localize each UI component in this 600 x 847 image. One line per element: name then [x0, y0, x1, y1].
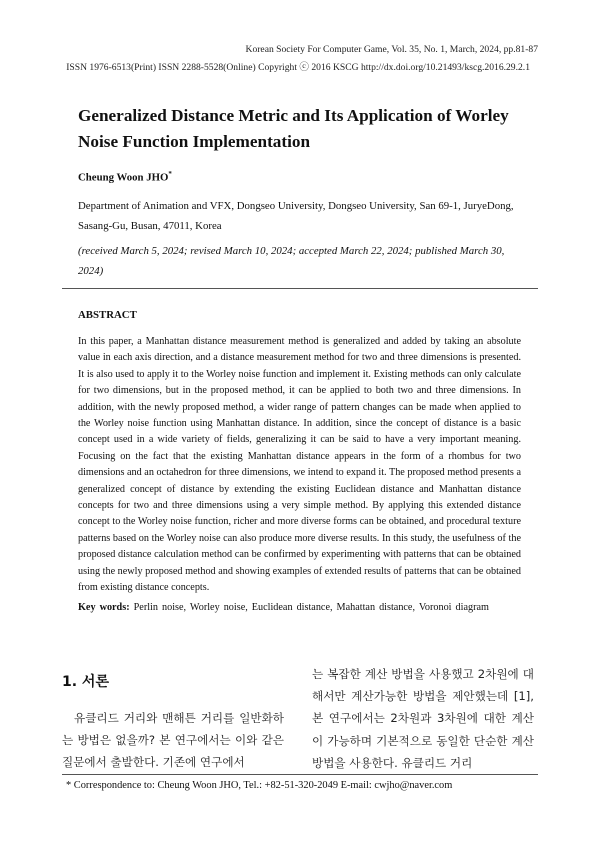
author-line	[78, 170, 172, 184]
publication-dates: (received March 5, 2024; revised March 10, 2024; accepted March 22, 2024; published March 30, 2024)	[78, 245, 505, 277]
issn-copyright-line: ISSN 1976-6513(Print) ISSN 2288-5528(Online) Copyright ⓒ 2016 KSCG http://dx.doi.org/10.21493/kscg.2016.29.2.1	[66, 62, 530, 73]
section-heading: 1. 서론	[62, 674, 109, 690]
abstract-text: In this paper, a Manhattan distance measurement method is generalized and added by taking an absolute value in each axis direction, and a distance measurement method for two and three dimensions is presented. It is also used to apply it to the Worley noise function and implement it. Existing methods can only calculate for two dimensions, but in the proposed method, it can be applied to both two and three dimensions. In addition, with the newly proposed method, a wider range of pattern changes can be made when applied to the Worley noise function using Manhattan distance. In addition, since the concept of distance is a basic concept used in a wide variety of fields, generalizing it can be said to have a very important meaning. Focusing on the fact that the existing Manhattan distance appears in the form of a rhombus for two dimensions and an octahedron for three dimensions, we intend to expand it. The proposed method presents a generalized concept of distance by extending the existing Euclidean distance and Manhattan distance concepts for two and three dimensions using a very simple method. By applying this extended distance concept to the Worley noise function, richer and more diverse forms can be obtained, and procedural texture patterns based on the Worley noise can also produce more diverse results. In this study, the usefulness of the proposed distance calculation method can be confirmed by experimenting with patterns that can be obtained using the newly proposed method and showing examples of extended results of patterns that can be obtained from existing distance concepts.	[78, 336, 521, 594]
correspondence-footnote: * Correspondence to: Cheung Woon JHO, Tel.: +82-51-320-2049 E-mail: cwjho@naver.com	[66, 780, 453, 791]
abstract-heading: ABSTRACT	[78, 309, 137, 321]
divider	[62, 288, 538, 289]
body-text-right-column: 는 복잡한 계산 방법을 사용했고 2차원에 대해서만 계산가능한 방법을 제안했는데 [1], 본 연구에서는 2차원과 3차원에 대한 계산이 가능하며 기본적으로 동일한 단순한 계산 방법을 사용한다. 유클리드 거리	[312, 667, 534, 770]
footnote-divider	[62, 774, 538, 775]
keywords	[78, 602, 528, 613]
keywords-label: Key words:	[78, 602, 130, 613]
author-name: Cheung Woon JHO	[78, 171, 169, 184]
keywords-list: Perlin noise, Worley noise, Euclidean distance, Mahattan distance, Voronoi diagram	[133, 602, 489, 613]
affiliation: Department of Animation and VFX, Dongseo University, Dongseo University, San 69-1, JuryeDong, Sasang-Gu, Busan, 47011, Korea	[78, 200, 514, 232]
body-text-left-column: 유클리드 거리와 맨해튼 거리를 일반화하는 방법은 없을까? 본 연구에서는 이와 같은 질문에서 출발한다. 기존에 연구에서	[62, 711, 284, 770]
paper-title: Generalized Distance Metric and Its Application of Worley Noise Function Implementation	[78, 106, 509, 151]
journal-citation: Korean Society For Computer Game, Vol. 35, No. 1, March, 2024, pp.81-87	[245, 44, 538, 55]
author-footnote-mark: *	[168, 170, 172, 178]
